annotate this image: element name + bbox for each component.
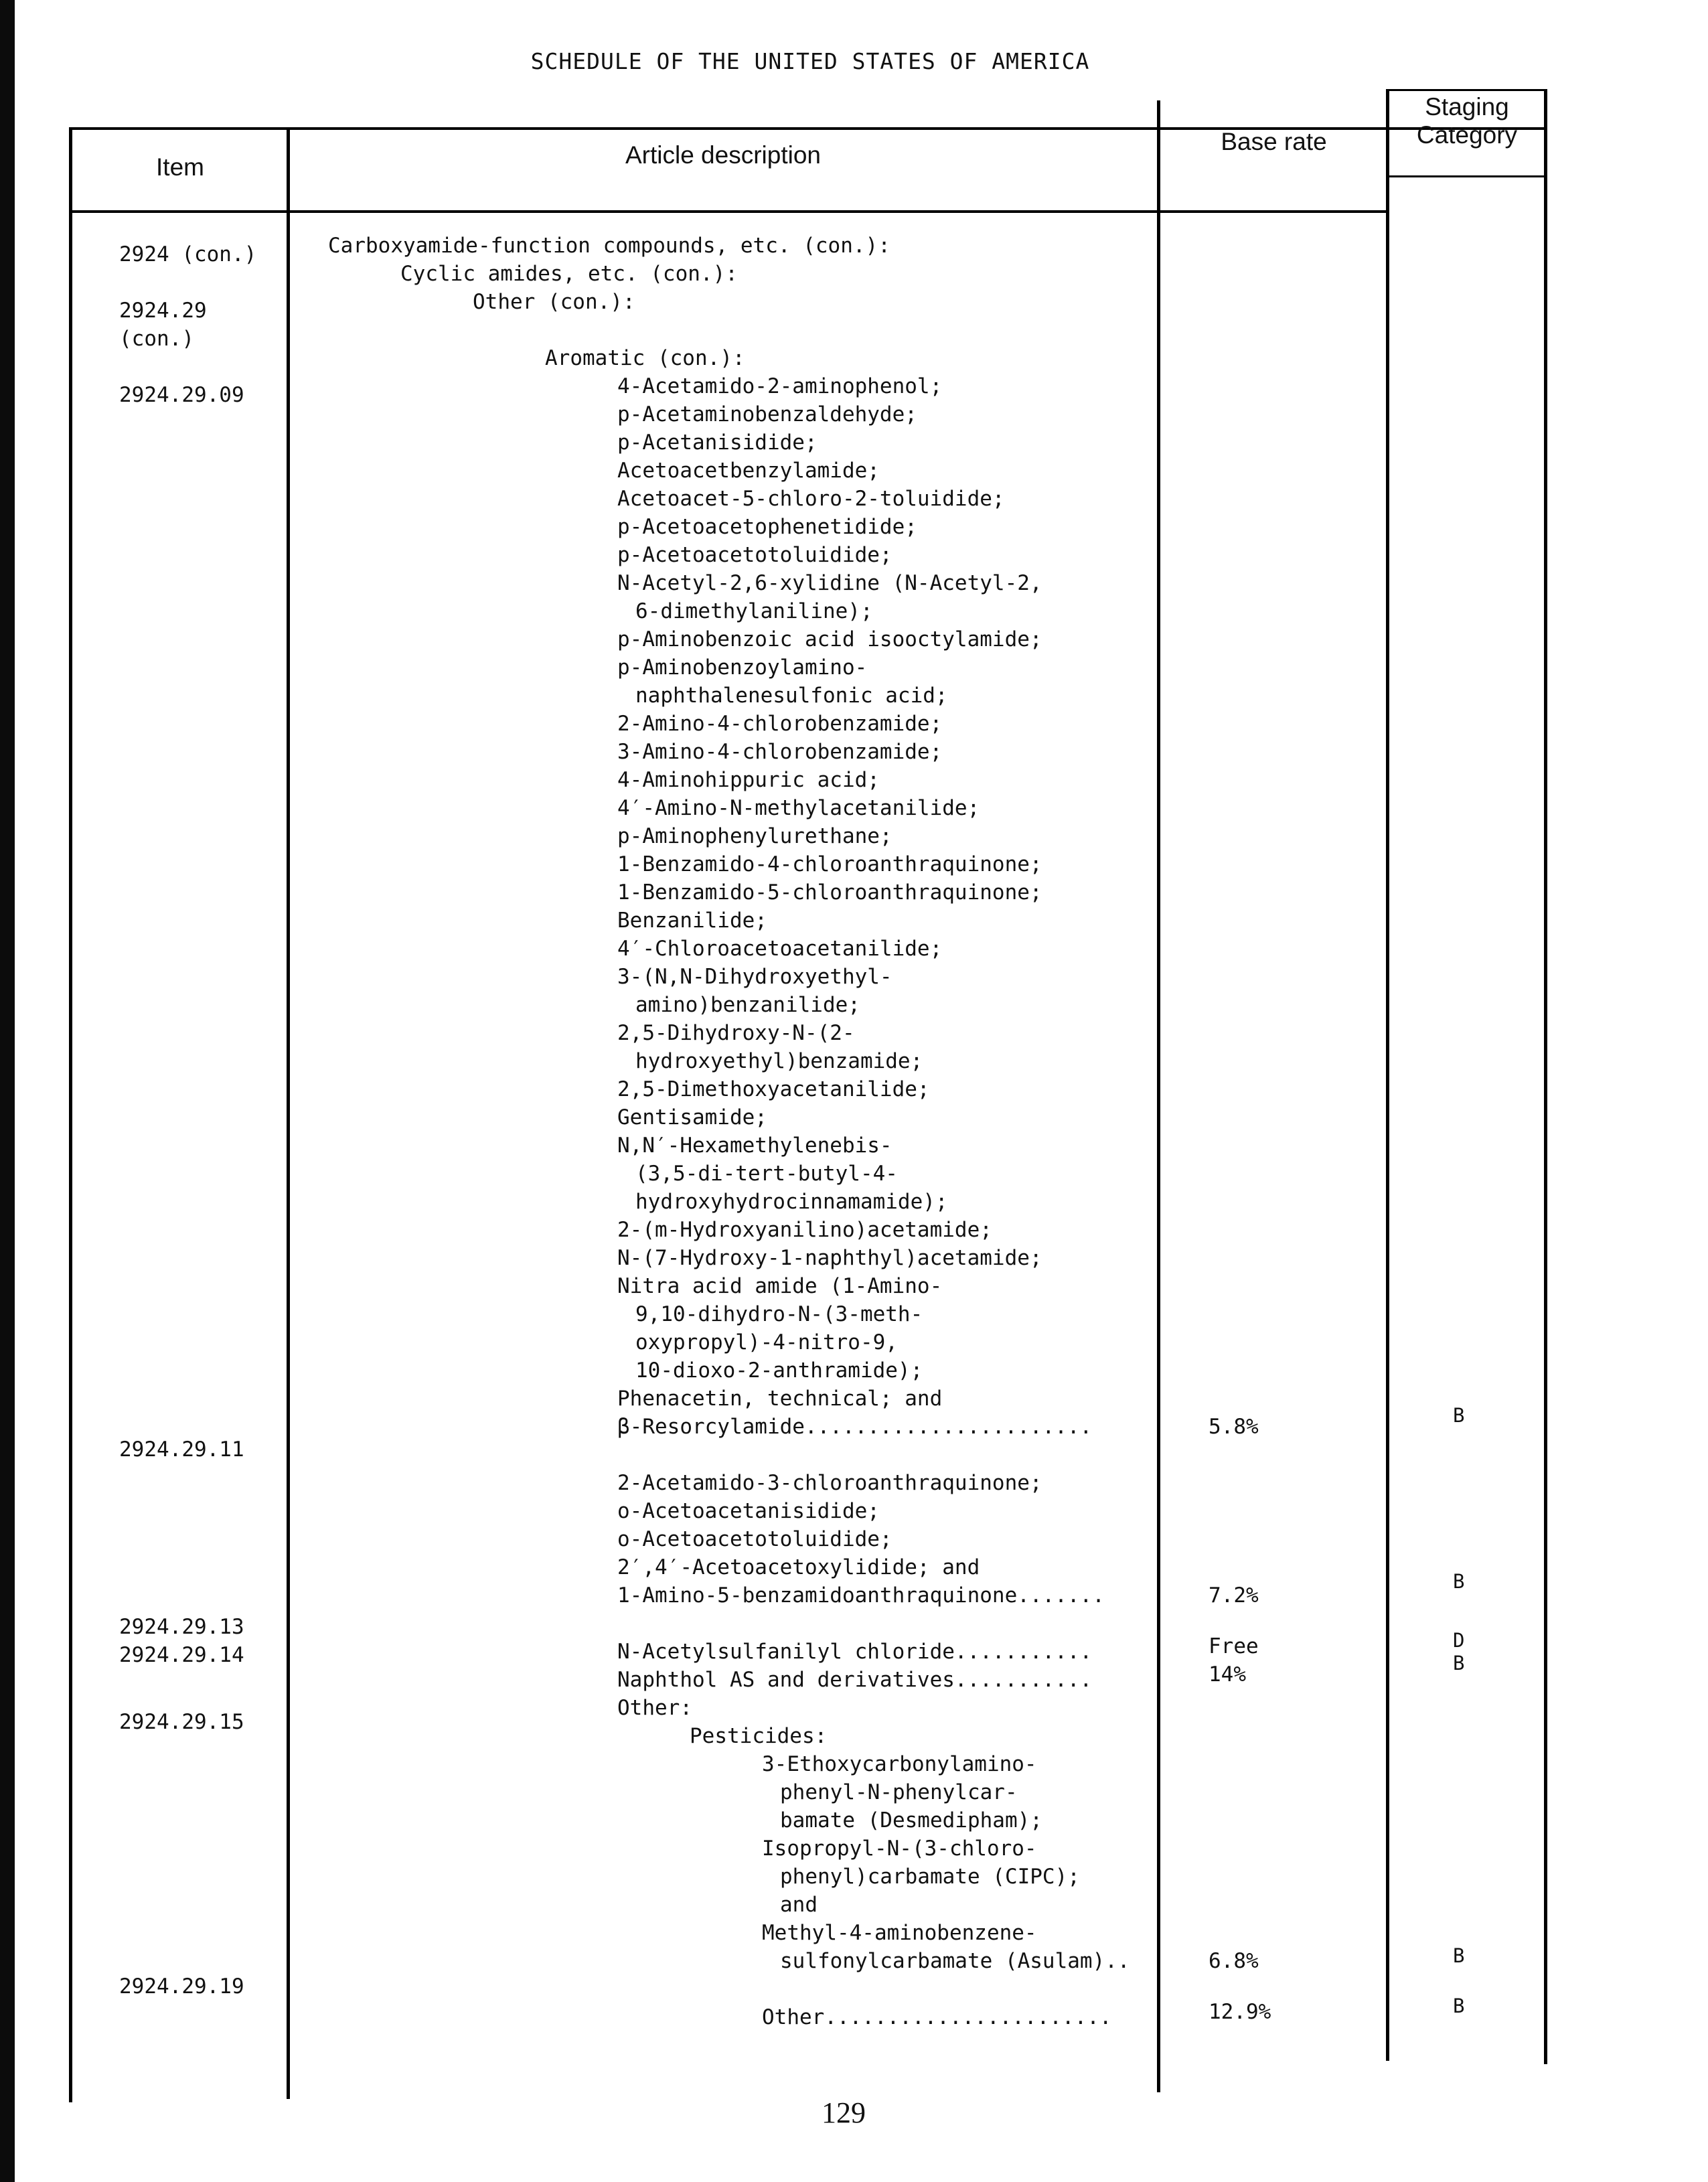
article-description-line: Carboxyamide-function compounds, etc. (con.): (328, 234, 890, 258)
item-number: 2924.29.14 (119, 1642, 244, 1667)
article-description-line: 2-Amino-4-chlorobenzamide; (617, 712, 943, 736)
article-description-line: 3-Ethoxycarbonylamino- (762, 1752, 1037, 1776)
staging-category-value: B (1453, 1944, 1465, 1967)
base-rate-value: Free (1209, 1634, 1259, 1658)
article-description-line: bamate (Desmedipham); (780, 1808, 1042, 1833)
header-bottom-rule (69, 210, 1388, 213)
staging-category-value: B (1453, 1995, 1465, 2018)
article-description-line: Pesticides: (690, 1724, 828, 1748)
table-right-rule (1544, 89, 1547, 2064)
article-description-line: Other (con.): (473, 290, 635, 314)
article-description-line: Other: (617, 1696, 692, 1720)
article-description-line: p-Acetoacetophenetidide; (617, 515, 917, 539)
base-rate-value: 6.8% (1209, 1949, 1259, 1973)
article-description-line: β-Resorcylamide....................... (617, 1415, 1093, 1439)
item-number: 2924.29.19 (119, 1974, 244, 1999)
article-description-line: 1-Benzamido-5-chloroanthraquinone; (617, 880, 1042, 905)
item-number: 2924.29.13 (119, 1614, 244, 1639)
base-rate-value: 12.9% (1209, 1999, 1271, 2024)
article-description-line: and (780, 1893, 818, 1917)
page-title: SCHEDULE OF THE UNITED STATES OF AMERICA (530, 48, 1090, 74)
article-description-line: N-Acetyl-2,6-xylidine (N-Acetyl-2, (617, 571, 1042, 595)
item-description-divider (287, 127, 290, 2099)
article-description-line: 3-(N,N-Dihydroxyethyl- (617, 965, 892, 989)
article-description-line: oxypropyl)-4-nitro-9, (635, 1330, 898, 1354)
article-description-line: Acetoacet-5-chloro-2-toluidide; (617, 487, 1005, 511)
article-description-line: p-Acetanisidide; (617, 431, 818, 455)
article-description-line: 6-dimethylaniline); (635, 599, 873, 623)
article-description-line: 1-Amino-5-benzamidoanthraquinone....... (617, 1583, 1105, 1608)
staging-header-top-rule (1386, 89, 1547, 91)
staging-header-bottom-rule (1386, 175, 1547, 177)
article-description-line: 4′-Amino-N-methylacetanilide; (617, 796, 980, 820)
article-description-line: phenyl)carbamate (CIPC); (780, 1865, 1080, 1889)
article-description-line: amino)benzanilide; (635, 993, 860, 1017)
article-description-line: Acetoacetbenzylamide; (617, 459, 880, 483)
item-number: 2924.29.11 (119, 1437, 244, 1462)
article-description-line: Isopropyl-N-(3-chloro- (762, 1837, 1037, 1861)
header-article-description: Article description (625, 141, 821, 169)
header-category: Category (1416, 121, 1518, 149)
article-description-line: 2-(m-Hydroxyanilino)acetamide; (617, 1218, 992, 1242)
article-description-line: Other....................... (762, 2005, 1112, 2029)
item-number: (con.) (119, 327, 194, 351)
article-description-line: N,N′-Hexamethylenebis- (617, 1134, 892, 1158)
article-description-line: Cyclic amides, etc. (con.): (400, 262, 738, 286)
article-description-line: 2,5-Dihydroxy-N-(2- (617, 1021, 855, 1045)
header-base-rate: Base rate (1221, 128, 1327, 155)
staging-category-value: B (1453, 1570, 1465, 1593)
article-description-line: sulfonylcarbamate (Asulam).. (780, 1949, 1130, 1973)
item-number: 2924.29.15 (119, 1710, 244, 1735)
article-description-line: 2-Acetamido-3-chloroanthraquinone; (617, 1471, 1042, 1495)
article-description-line: hydroxyethyl)benzamide; (635, 1049, 923, 1073)
article-description-line: o-Acetoacetanisidide; (617, 1499, 880, 1523)
article-description-line: Methyl-4-aminobenzene- (762, 1921, 1037, 1945)
item-number: 2924 (con.) (119, 242, 257, 266)
article-description-line: p-Aminobenzoylamino- (617, 655, 868, 680)
base-rate-value: 7.2% (1209, 1583, 1259, 1608)
article-description-line: 3-Amino-4-chlorobenzamide; (617, 740, 943, 764)
page-number: 129 (822, 2096, 866, 2129)
article-description-line: hydroxyhydrocinnamamide); (635, 1190, 948, 1214)
article-description-line: naphthalenesulfonic acid; (635, 684, 948, 708)
article-description-line: 4-Acetamido-2-aminophenol; (617, 374, 943, 398)
item-number: 2924.29 (119, 299, 207, 323)
article-description-line: 10-dioxo-2-anthramide); (635, 1358, 923, 1383)
scanned-page-edge (0, 0, 15, 2182)
article-description-line: p-Aminophenylurethane; (617, 824, 892, 848)
item-number: 2924.29.09 (119, 383, 244, 407)
article-description-line: 9,10-dihydro-N-(3-meth- (635, 1302, 923, 1326)
article-description-line: Nitra acid amide (1-Amino- (617, 1274, 943, 1298)
article-description-line: p-Acetaminobenzaldehyde; (617, 402, 917, 426)
article-description-line: phenyl-N-phenylcar- (780, 1780, 1018, 1804)
article-description-line: (3,5-di-tert-butyl-4- (635, 1162, 898, 1186)
article-description-line: 2,5-Dimethoxyacetanilide; (617, 1077, 930, 1101)
article-description-line: Naphthol AS and derivatives........... (617, 1668, 1093, 1692)
item-column-left-rule (69, 127, 72, 2102)
article-description-line: 4-Aminohippuric acid; (617, 768, 880, 792)
article-description-line: N-Acetylsulfanilyl chloride........... (617, 1640, 1093, 1664)
article-description-line: o-Acetoacetotoluidide; (617, 1527, 892, 1551)
article-description-line: Benzanilide; (617, 909, 767, 933)
base-rate-value: 5.8% (1209, 1415, 1259, 1439)
staging-category-value: B (1453, 1651, 1465, 1674)
article-description-line: Aromatic (con.): (545, 346, 745, 370)
staging-category-value: D (1453, 1629, 1465, 1652)
article-description-line: Phenacetin, technical; and (617, 1387, 943, 1411)
header-staging: Staging (1425, 93, 1509, 121)
article-description-line: Gentisamide; (617, 1105, 767, 1129)
article-description-line: 4′-Chloroacetoacetanilide; (617, 937, 943, 961)
article-description-line: N-(7-Hydroxy-1-naphthyl)acetamide; (617, 1246, 1042, 1270)
rate-staging-divider (1386, 89, 1389, 2061)
article-description-line: p-Acetoacetotoluidide; (617, 543, 892, 567)
article-description-line: 2′,4′-Acetoacetoxylidide; and (617, 1555, 980, 1579)
article-description-line: p-Aminobenzoic acid isooctylamide; (617, 627, 1042, 651)
article-description-line: 1-Benzamido-4-chloroanthraquinone; (617, 852, 1042, 876)
base-rate-value: 14% (1209, 1662, 1246, 1687)
staging-category-value: B (1453, 1404, 1465, 1427)
header-item: Item (156, 153, 204, 181)
